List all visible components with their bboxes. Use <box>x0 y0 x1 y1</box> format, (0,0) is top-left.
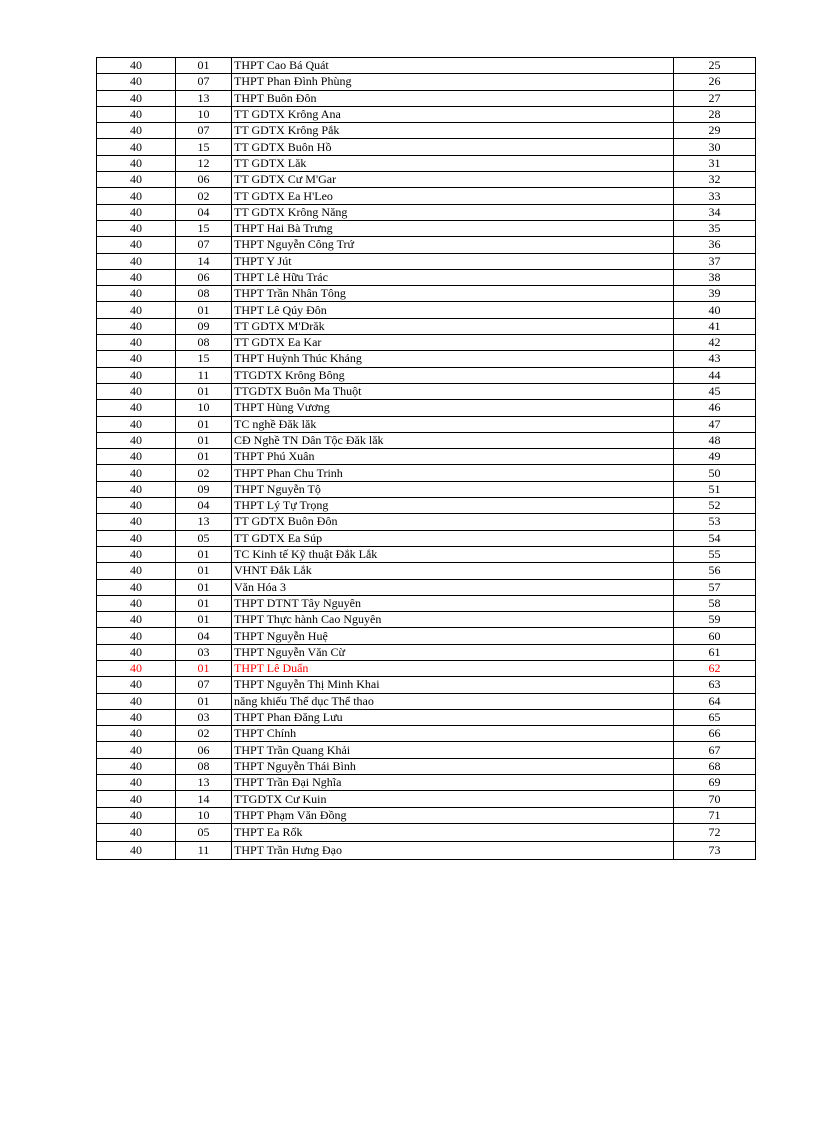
table-row <box>97 400 756 416</box>
school-number-cell: 45 <box>674 383 756 399</box>
district-code-cell: 10 <box>176 807 232 823</box>
group-code-cell: 40 <box>97 807 176 823</box>
table-row <box>97 709 756 725</box>
school-name-cell: THPT Ea Rốk <box>232 823 674 841</box>
district-code-cell: 14 <box>176 253 232 269</box>
group-code-cell: 40 <box>97 302 176 318</box>
district-code-cell: 01 <box>176 660 232 676</box>
school-number-cell: 39 <box>674 286 756 302</box>
school-name-cell: THPT Nguyễn Thái Bình <box>232 758 674 774</box>
group-code-cell: 40 <box>97 253 176 269</box>
group-code-cell: 40 <box>97 139 176 155</box>
school-name-cell: THPT Phan Chu Trinh <box>232 465 674 481</box>
district-code-cell: 12 <box>176 155 232 171</box>
school-name-cell: TT GDTX Krông Pắk <box>232 123 674 139</box>
school-number-cell: 44 <box>674 367 756 383</box>
school-number-cell: 33 <box>674 188 756 204</box>
group-code-cell: 40 <box>97 465 176 481</box>
school-number-cell: 50 <box>674 465 756 481</box>
group-code-cell: 40 <box>97 269 176 285</box>
school-number-cell: 42 <box>674 335 756 351</box>
school-name-cell: THPT Phạm Văn Đồng <box>232 807 674 823</box>
school-name-cell: TT GDTX Cư M'Gar <box>232 172 674 188</box>
district-code-cell: 09 <box>176 481 232 497</box>
group-code-cell: 40 <box>97 220 176 236</box>
school-number-cell: 65 <box>674 709 756 725</box>
group-code-cell: 40 <box>97 237 176 253</box>
group-code-cell: 40 <box>97 383 176 399</box>
table-row <box>97 498 756 514</box>
school-name-cell: THPT Lê Duẩn <box>232 660 674 676</box>
school-number-cell: 47 <box>674 416 756 432</box>
district-code-cell: 02 <box>176 726 232 742</box>
school-number-cell: 52 <box>674 498 756 514</box>
school-number-cell: 54 <box>674 530 756 546</box>
school-name-cell: TTGDTX Krông Bông <box>232 367 674 383</box>
school-name-cell: THPT Nguyễn Thị Minh Khai <box>232 677 674 693</box>
table-row <box>97 807 756 823</box>
group-code-cell: 40 <box>97 351 176 367</box>
table-row <box>97 123 756 139</box>
table-row <box>97 693 756 709</box>
school-number-cell: 70 <box>674 791 756 807</box>
school-name-cell: THPT Lý Tự Trọng <box>232 498 674 514</box>
table-row <box>97 335 756 351</box>
district-code-cell: 04 <box>176 204 232 220</box>
school-number-cell: 30 <box>674 139 756 155</box>
table-row <box>97 318 756 334</box>
table-row <box>97 775 756 791</box>
district-code-cell: 15 <box>176 139 232 155</box>
group-code-cell: 40 <box>97 367 176 383</box>
table-row <box>97 106 756 122</box>
group-code-cell: 40 <box>97 318 176 334</box>
school-name-cell: Văn Hóa 3 <box>232 579 674 595</box>
group-code-cell: 40 <box>97 677 176 693</box>
district-code-cell: 09 <box>176 318 232 334</box>
school-number-cell: 49 <box>674 449 756 465</box>
district-code-cell: 06 <box>176 742 232 758</box>
school-number-cell: 61 <box>674 644 756 660</box>
school-number-cell: 48 <box>674 432 756 448</box>
school-number-cell: 40 <box>674 302 756 318</box>
group-code-cell: 40 <box>97 758 176 774</box>
district-code-cell: 02 <box>176 188 232 204</box>
school-name-cell: THPT Chính <box>232 726 674 742</box>
school-name-cell: năng khiếu Thể dục Thể thao <box>232 693 674 709</box>
table-row <box>97 383 756 399</box>
district-code-cell: 08 <box>176 286 232 302</box>
district-code-cell: 03 <box>176 644 232 660</box>
district-code-cell: 01 <box>176 693 232 709</box>
district-code-cell: 01 <box>176 595 232 611</box>
school-number-cell: 64 <box>674 693 756 709</box>
school-name-cell: TT GDTX Buôn Hồ <box>232 139 674 155</box>
table-row <box>97 530 756 546</box>
school-name-cell: THPT Nguyễn Tộ <box>232 481 674 497</box>
school-number-cell: 62 <box>674 660 756 676</box>
group-code-cell: 40 <box>97 498 176 514</box>
table-row <box>97 546 756 562</box>
school-name-cell: TT GDTX Krông Ana <box>232 106 674 122</box>
school-name-cell: THPT Phan Đăng Lưu <box>232 709 674 725</box>
school-number-cell: 56 <box>674 563 756 579</box>
table-row <box>97 188 756 204</box>
group-code-cell: 40 <box>97 660 176 676</box>
group-code-cell: 40 <box>97 612 176 628</box>
district-code-cell: 08 <box>176 335 232 351</box>
school-number-cell: 31 <box>674 155 756 171</box>
school-name-cell: TC nghề Đăk lăk <box>232 416 674 432</box>
school-name-cell: THPT Phan Đình Phùng <box>232 74 674 90</box>
district-code-cell: 01 <box>176 546 232 562</box>
table-row <box>97 823 756 841</box>
school-number-cell: 63 <box>674 677 756 693</box>
district-code-cell: 01 <box>176 58 232 74</box>
table-row <box>97 612 756 628</box>
group-code-cell: 40 <box>97 530 176 546</box>
group-code-cell: 40 <box>97 204 176 220</box>
table-row <box>97 58 756 74</box>
group-code-cell: 40 <box>97 841 176 859</box>
school-number-cell: 66 <box>674 726 756 742</box>
district-code-cell: 07 <box>176 74 232 90</box>
table-row <box>97 677 756 693</box>
school-list-table <box>96 57 756 860</box>
school-name-cell: THPT Trần Quang Khải <box>232 742 674 758</box>
group-code-cell: 40 <box>97 563 176 579</box>
school-number-cell: 41 <box>674 318 756 334</box>
school-number-cell: 55 <box>674 546 756 562</box>
district-code-cell: 01 <box>176 563 232 579</box>
group-code-cell: 40 <box>97 188 176 204</box>
table-row <box>97 90 756 106</box>
table-row <box>97 563 756 579</box>
school-name-cell: THPT DTNT Tây Nguyên <box>232 595 674 611</box>
group-code-cell: 40 <box>97 791 176 807</box>
school-number-cell: 38 <box>674 269 756 285</box>
school-name-cell: TT GDTX Ea Kar <box>232 335 674 351</box>
school-name-cell: THPT Cao Bá Quát <box>232 58 674 74</box>
school-name-cell: THPT Huỳnh Thúc Kháng <box>232 351 674 367</box>
district-code-cell: 07 <box>176 123 232 139</box>
group-code-cell: 40 <box>97 155 176 171</box>
table-row <box>97 449 756 465</box>
school-number-cell: 43 <box>674 351 756 367</box>
district-code-cell: 01 <box>176 416 232 432</box>
school-number-cell: 69 <box>674 775 756 791</box>
table-row <box>97 726 756 742</box>
district-code-cell: 13 <box>176 775 232 791</box>
group-code-cell: 40 <box>97 726 176 742</box>
district-code-cell: 15 <box>176 351 232 367</box>
school-number-cell: 32 <box>674 172 756 188</box>
school-name-cell: TT GDTX Krông Năng <box>232 204 674 220</box>
school-name-cell: TC Kinh tế Kỹ thuật Đắk Lắk <box>232 546 674 562</box>
table-row <box>97 579 756 595</box>
school-name-cell: THPT Hùng Vương <box>232 400 674 416</box>
school-number-cell: 46 <box>674 400 756 416</box>
school-name-cell: VHNT Đắk Lắk <box>232 563 674 579</box>
table-row <box>97 758 756 774</box>
group-code-cell: 40 <box>97 595 176 611</box>
table-row <box>97 514 756 530</box>
district-code-cell: 14 <box>176 791 232 807</box>
table-row <box>97 595 756 611</box>
school-list-body <box>97 58 756 860</box>
district-code-cell: 08 <box>176 758 232 774</box>
table-row <box>97 742 756 758</box>
district-code-cell: 02 <box>176 465 232 481</box>
school-name-cell: THPT Nguyễn Văn Cừ <box>232 644 674 660</box>
school-number-cell: 34 <box>674 204 756 220</box>
table-row <box>97 302 756 318</box>
district-code-cell: 01 <box>176 612 232 628</box>
table-row <box>97 481 756 497</box>
table-row <box>97 432 756 448</box>
district-code-cell: 01 <box>176 449 232 465</box>
group-code-cell: 40 <box>97 335 176 351</box>
district-code-cell: 01 <box>176 383 232 399</box>
school-name-cell: THPT Nguyễn Huệ <box>232 628 674 644</box>
district-code-cell: 07 <box>176 237 232 253</box>
school-number-cell: 25 <box>674 58 756 74</box>
group-code-cell: 40 <box>97 58 176 74</box>
group-code-cell: 40 <box>97 432 176 448</box>
table-row <box>97 644 756 660</box>
school-name-cell: THPT Trần Hưng Đạo <box>232 841 674 859</box>
district-code-cell: 03 <box>176 709 232 725</box>
school-name-cell: TT GDTX M'Drăk <box>232 318 674 334</box>
group-code-cell: 40 <box>97 400 176 416</box>
school-number-cell: 72 <box>674 823 756 841</box>
district-code-cell: 04 <box>176 628 232 644</box>
table-row <box>97 237 756 253</box>
group-code-cell: 40 <box>97 644 176 660</box>
group-code-cell: 40 <box>97 449 176 465</box>
table-row <box>97 220 756 236</box>
school-number-cell: 53 <box>674 514 756 530</box>
school-number-cell: 29 <box>674 123 756 139</box>
school-number-cell: 57 <box>674 579 756 595</box>
district-code-cell: 06 <box>176 269 232 285</box>
school-name-cell: THPT Lê Qúy Đôn <box>232 302 674 318</box>
table-row <box>97 155 756 171</box>
group-code-cell: 40 <box>97 579 176 595</box>
district-code-cell: 05 <box>176 530 232 546</box>
school-name-cell: THPT Y Jút <box>232 253 674 269</box>
school-number-cell: 59 <box>674 612 756 628</box>
table-row <box>97 139 756 155</box>
school-name-cell: THPT Trần Đại Nghĩa <box>232 775 674 791</box>
group-code-cell: 40 <box>97 628 176 644</box>
table-row <box>97 791 756 807</box>
district-code-cell: 07 <box>176 677 232 693</box>
group-code-cell: 40 <box>97 416 176 432</box>
table-row <box>97 351 756 367</box>
district-code-cell: 13 <box>176 90 232 106</box>
school-number-cell: 36 <box>674 237 756 253</box>
school-name-cell: TT GDTX Ea H'Leo <box>232 188 674 204</box>
district-code-cell: 04 <box>176 498 232 514</box>
table-row <box>97 367 756 383</box>
table-row <box>97 253 756 269</box>
district-code-cell: 01 <box>176 432 232 448</box>
group-code-cell: 40 <box>97 74 176 90</box>
school-number-cell: 51 <box>674 481 756 497</box>
school-name-cell: THPT Nguyễn Công Trứ <box>232 237 674 253</box>
district-code-cell: 06 <box>176 172 232 188</box>
school-number-cell: 60 <box>674 628 756 644</box>
district-code-cell: 10 <box>176 106 232 122</box>
table-row <box>97 269 756 285</box>
school-number-cell: 28 <box>674 106 756 122</box>
group-code-cell: 40 <box>97 546 176 562</box>
group-code-cell: 40 <box>97 123 176 139</box>
school-number-cell: 37 <box>674 253 756 269</box>
school-name-cell: CĐ Nghề TN Dân Tộc Đăk lăk <box>232 432 674 448</box>
table-row <box>97 286 756 302</box>
school-name-cell: THPT Phú Xuân <box>232 449 674 465</box>
school-name-cell: THPT Trần Nhân Tông <box>232 286 674 302</box>
table-row <box>97 416 756 432</box>
group-code-cell: 40 <box>97 172 176 188</box>
table-row <box>97 204 756 220</box>
district-code-cell: 11 <box>176 841 232 859</box>
school-number-cell: 26 <box>674 74 756 90</box>
district-code-cell: 13 <box>176 514 232 530</box>
table-row <box>97 628 756 644</box>
school-name-cell: TTGDTX Buôn Ma Thuột <box>232 383 674 399</box>
school-name-cell: THPT Hai Bà Trưng <box>232 220 674 236</box>
school-number-cell: 67 <box>674 742 756 758</box>
group-code-cell: 40 <box>97 106 176 122</box>
group-code-cell: 40 <box>97 693 176 709</box>
group-code-cell: 40 <box>97 742 176 758</box>
school-number-cell: 58 <box>674 595 756 611</box>
school-number-cell: 35 <box>674 220 756 236</box>
school-number-cell: 68 <box>674 758 756 774</box>
group-code-cell: 40 <box>97 90 176 106</box>
table-row <box>97 172 756 188</box>
table-row <box>97 660 756 676</box>
district-code-cell: 11 <box>176 367 232 383</box>
school-name-cell: THPT Lê Hữu Trác <box>232 269 674 285</box>
group-code-cell: 40 <box>97 481 176 497</box>
school-name-cell: TTGDTX Cư Kuin <box>232 791 674 807</box>
school-name-cell: TT GDTX Buôn Đôn <box>232 514 674 530</box>
district-code-cell: 10 <box>176 400 232 416</box>
district-code-cell: 01 <box>176 302 232 318</box>
school-name-cell: THPT Buôn Đôn <box>232 90 674 106</box>
school-name-cell: THPT Thực hành Cao Nguyên <box>232 612 674 628</box>
school-number-cell: 73 <box>674 841 756 859</box>
school-number-cell: 71 <box>674 807 756 823</box>
table-row <box>97 841 756 859</box>
group-code-cell: 40 <box>97 709 176 725</box>
group-code-cell: 40 <box>97 823 176 841</box>
table-row <box>97 74 756 90</box>
group-code-cell: 40 <box>97 286 176 302</box>
school-number-cell: 27 <box>674 90 756 106</box>
group-code-cell: 40 <box>97 514 176 530</box>
district-code-cell: 01 <box>176 579 232 595</box>
school-name-cell: TT GDTX Ea Súp <box>232 530 674 546</box>
school-name-cell: TT GDTX Lăk <box>232 155 674 171</box>
district-code-cell: 05 <box>176 823 232 841</box>
table-row <box>97 465 756 481</box>
district-code-cell: 15 <box>176 220 232 236</box>
group-code-cell: 40 <box>97 775 176 791</box>
